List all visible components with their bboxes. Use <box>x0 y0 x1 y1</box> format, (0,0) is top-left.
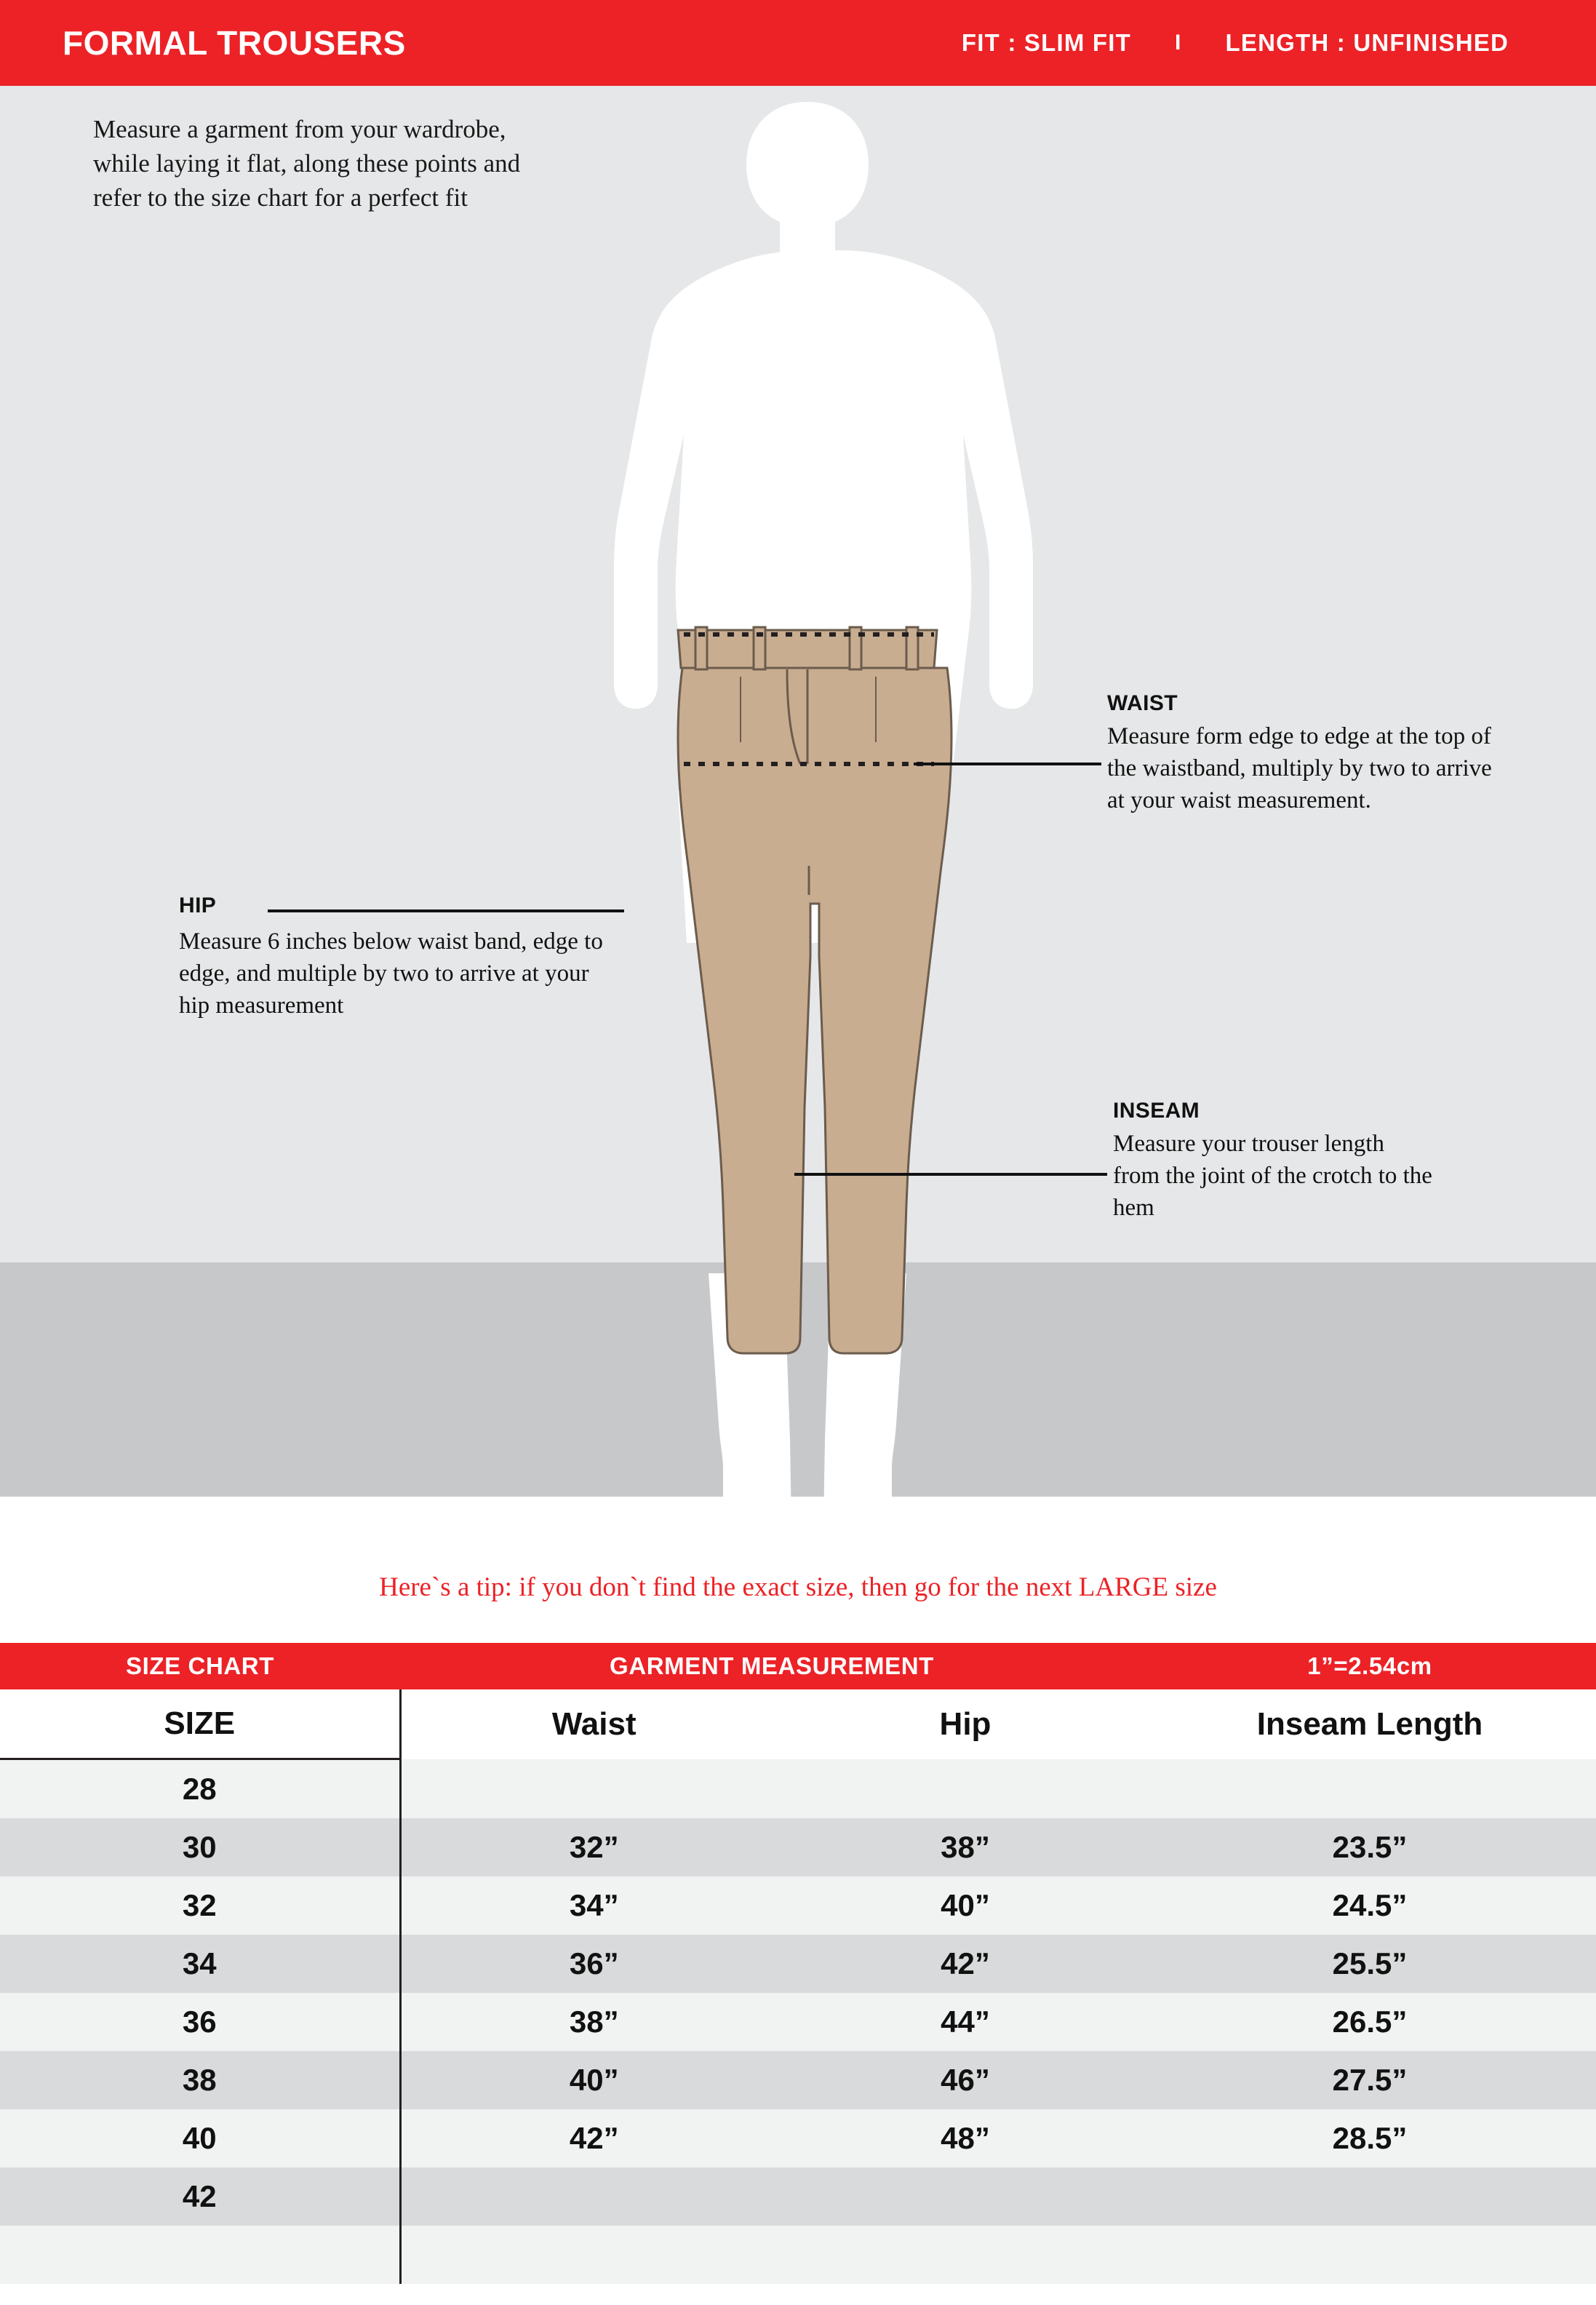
callout-waist-body: Measure form edge to edge at the top of the waistband, multiply by two to arrive at your waist measurement. <box>1107 723 1492 814</box>
cell-waist: 42” <box>400 2109 787 2167</box>
callout-inseam-body: Measure your trouser length from the joint of the crotch to the hem <box>1113 1131 1432 1222</box>
table-row <box>0 1759 1596 1819</box>
cell-inseam: 24.5” <box>1144 1876 1596 1935</box>
cell-hip: 42” <box>787 1935 1144 1993</box>
intro-instructions: Measure a garment from your wardrobe, while laying it flat, along these points and refer to the size chart for a perfect fit <box>93 115 521 212</box>
cell-waist: 38” <box>400 1993 787 2051</box>
cell-waist: 36” <box>400 1935 787 1993</box>
cell-inseam <box>1144 2226 1596 2284</box>
column-header-inseam: Inseam Length <box>1144 1689 1596 1759</box>
cell-size: 38 <box>0 2051 400 2109</box>
page-title: FORMAL TROUSERS <box>63 24 406 62</box>
table-header-row <box>0 1689 1596 1759</box>
waist-leader-line <box>914 763 1101 765</box>
inseam-leader-line <box>794 1173 1107 1176</box>
cell-size: 42 <box>0 2167 400 2226</box>
table-banner-row <box>0 1643 1596 1689</box>
cell-waist <box>400 2226 787 2284</box>
callout-hip <box>179 893 615 1022</box>
banner-conversion: 1”=2.54cm <box>1144 1643 1596 1689</box>
table-row <box>0 1993 1596 2051</box>
cell-size: 40 <box>0 2109 400 2167</box>
cell-size: 32 <box>0 1876 400 1935</box>
cell-hip: 40” <box>787 1876 1144 1935</box>
mannequin-illustration <box>553 95 1062 1542</box>
header-meta <box>962 29 1509 57</box>
cell-waist <box>400 2167 787 2226</box>
callout-waist-title: WAIST <box>1107 691 1178 715</box>
cell-size: 30 <box>0 1818 400 1876</box>
table-row <box>0 1818 1596 1876</box>
cell-hip <box>787 2226 1144 2284</box>
column-header-size: SIZE <box>0 1689 400 1759</box>
table-row <box>0 2226 1596 2284</box>
column-header-hip: Hip <box>787 1689 1144 1759</box>
trousers-illustration <box>678 627 951 1353</box>
cell-hip: 44” <box>787 1993 1144 2051</box>
table-row <box>0 2167 1596 2226</box>
cell-size: 28 <box>0 1759 400 1819</box>
callout-hip-title-row <box>179 893 615 918</box>
sizing-tip: Here`s a tip: if you don`t find the exact size, then go for the next LARGE size <box>379 1572 1217 1602</box>
cell-inseam: 25.5” <box>1144 1935 1596 1993</box>
callout-hip-body: Measure 6 inches below waist band, edge to edge, and multiple by two to arrive at your hip measurement <box>179 928 603 1019</box>
cell-inseam: 23.5” <box>1144 1818 1596 1876</box>
banner-garment-measurement: GARMENT MEASUREMENT <box>400 1643 1144 1689</box>
cell-hip: 46” <box>787 2051 1144 2109</box>
callout-inseam <box>1113 1099 1433 1225</box>
cell-waist <box>400 1759 787 1819</box>
cell-hip <box>787 1759 1144 1819</box>
callout-inseam-title: INSEAM <box>1113 1099 1200 1123</box>
cell-size: 36 <box>0 1993 400 2051</box>
cell-inseam <box>1144 2167 1596 2226</box>
cell-inseam: 28.5” <box>1144 2109 1596 2167</box>
table-row <box>0 2051 1596 2109</box>
table-row <box>0 1935 1596 1993</box>
table-row <box>0 1876 1596 1935</box>
table-row <box>0 2109 1596 2167</box>
page-header <box>0 0 1596 86</box>
header-separator: I <box>1174 31 1182 55</box>
fit-label: FIT : SLIM FIT <box>961 29 1131 56</box>
column-header-waist: Waist <box>400 1689 787 1759</box>
cell-waist: 34” <box>400 1876 787 1935</box>
size-chart-table-wrap <box>0 1643 1596 2284</box>
callout-waist <box>1107 691 1515 817</box>
callout-hip-title: HIP <box>179 893 217 917</box>
cell-inseam: 26.5” <box>1144 1993 1596 2051</box>
cell-size <box>0 2226 400 2284</box>
cell-waist: 40” <box>400 2051 787 2109</box>
length-label: LENGTH : UNFINISHED <box>1225 29 1509 56</box>
cell-inseam <box>1144 1759 1596 1819</box>
size-chart-table <box>0 1643 1596 2284</box>
cell-inseam: 27.5” <box>1144 2051 1596 2109</box>
cell-size: 34 <box>0 1935 400 1993</box>
banner-size-chart: SIZE CHART <box>0 1643 400 1689</box>
cell-hip <box>787 2167 1144 2226</box>
cell-hip: 38” <box>787 1818 1144 1876</box>
cell-waist: 32” <box>400 1818 787 1876</box>
cell-hip: 48” <box>787 2109 1144 2167</box>
